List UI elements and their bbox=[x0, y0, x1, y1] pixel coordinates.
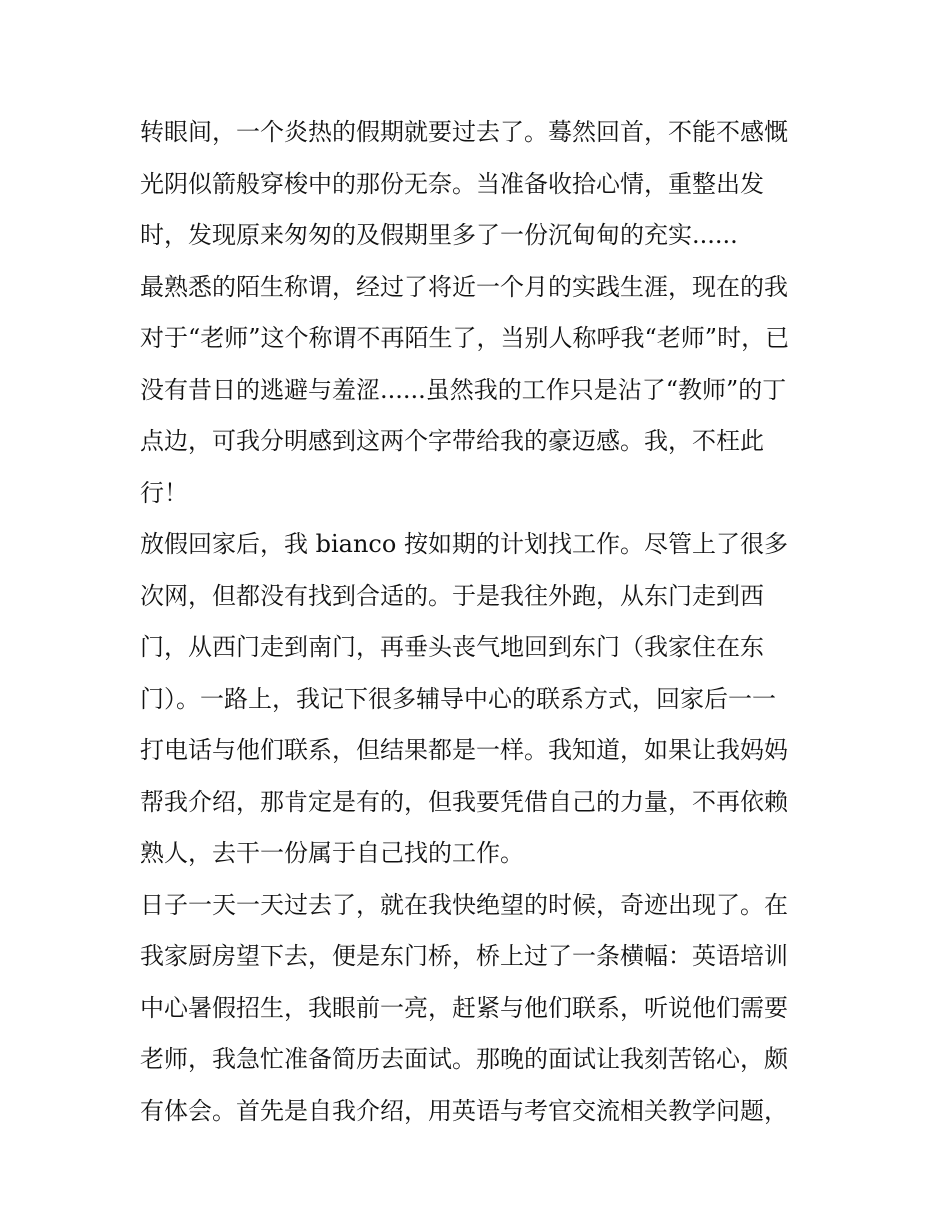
text-line: 帮我介绍，那肯定是有的，但我要凭借自己的力量，不再依赖 bbox=[140, 787, 788, 816]
document-body bbox=[140, 107, 812, 1137]
text-line: 放假回家后，我 bianco 按如期的计划找工作。尽管上了很多 bbox=[140, 530, 788, 558]
text-line: 熟人，去干一份属于自己找的工作。 bbox=[140, 839, 524, 867]
text-line: 打电话与他们联系，但结果都是一样。我知道，如果让我妈妈 bbox=[140, 736, 788, 764]
text-line: 老师，我急忙准备简历去面试。那晚的面试让我刻苦铭心，颇 bbox=[140, 1045, 788, 1073]
text-line: 我家厨房望下去，便是东门桥，桥上过了一条横幅：英语培训 bbox=[140, 942, 788, 970]
text-line: 中心暑假招生，我眼前一亮，赶紧与他们联系，听说他们需要 bbox=[140, 993, 788, 1022]
text-line: 最熟悉的陌生称谓，经过了将近一个月的实践生涯，现在的我 bbox=[140, 272, 788, 301]
text-line: 行！ bbox=[140, 478, 188, 507]
text-line: 次网，但都没有找到合适的。于是我往外跑，从东门走到西 bbox=[140, 581, 764, 610]
text-line: 没有昔日的逃避与羞涩......虽然我的工作只是沾了“教师”的丁 bbox=[140, 375, 787, 404]
text-line: 门，从西门走到南门，再垂头丧气地回到东门（我家住在东 bbox=[140, 633, 764, 661]
text-line: 光阴似箭般穿梭中的那份无奈。当准备收拾心情，重整出发 bbox=[140, 169, 764, 198]
text-line: 对于“老师”这个称谓不再陌生了，当别人称呼我“老师”时，已 bbox=[140, 324, 790, 352]
text-line: 转眼间，一个炎热的假期就要过去了。蓦然回首，不能不感慨 bbox=[140, 118, 788, 146]
text-line: 门）。一路上，我记下很多辅导中心的联系方式，回家后一一 bbox=[140, 684, 776, 713]
text-line: 时，发现原来匆匆的及假期里多了一份沉甸甸的充实...... bbox=[140, 221, 738, 249]
text-line: 点边，可我分明感到这两个字带给我的豪迈感。我，不枉此 bbox=[140, 427, 764, 455]
text-line: 日子一天一天过去了，就在我快绝望的时候，奇迹出现了。在 bbox=[140, 890, 788, 919]
text-line: 有体会。首先是自我介绍，用英语与考官交流相关教学问题， bbox=[140, 1096, 788, 1125]
